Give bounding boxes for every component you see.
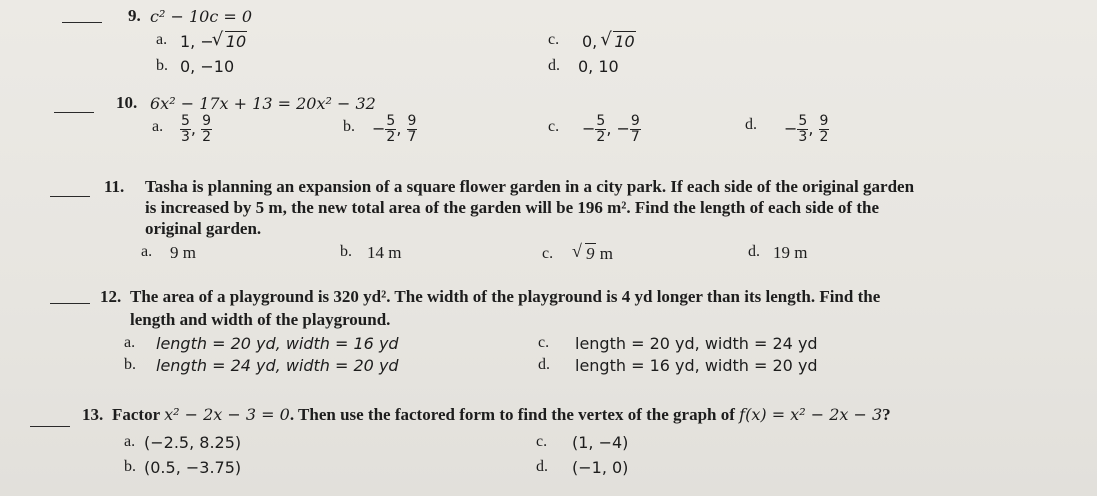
answer-blank-11[interactable]	[50, 196, 90, 197]
question-number-12: 12.	[100, 287, 122, 306]
q10-option-a-letter: a.	[152, 118, 164, 135]
sign: −	[582, 119, 596, 138]
question-12-line-2: length and width of the playground.	[130, 310, 391, 329]
denominator: 3	[181, 129, 190, 145]
q13-option-d: (−1, 0)	[572, 458, 629, 477]
fraction	[180, 114, 191, 145]
q13-option-d-letter: d.	[536, 458, 548, 475]
q13-option-c: (1, −4)	[572, 433, 629, 452]
answer-blank-12[interactable]	[50, 303, 90, 304]
answer-blank-9[interactable]	[62, 22, 102, 23]
numerator: 5	[181, 113, 190, 129]
q13-option-a: (−2.5, 8.25)	[144, 433, 242, 452]
q10-option-a: $\frac{5}{3}$ , $\frac{9}{2}$	[181, 113, 212, 145]
q10-option-b: − $\frac{5}{2}$ , $\frac{9}{7}$	[372, 113, 417, 145]
q9-option-a-letter: a.	[156, 31, 168, 48]
numerator: 9	[407, 113, 417, 129]
q12-option-a-letter: a.	[124, 334, 136, 351]
fraction	[595, 114, 606, 145]
q10-option-b-letter: b.	[343, 118, 355, 135]
q11-option-b: 14 m	[367, 243, 402, 262]
question-number-9: 9.	[128, 6, 141, 25]
q13-option-c-letter: c.	[536, 433, 548, 450]
question-13-expression: x² − 2x − 3 = 0	[164, 405, 290, 424]
answer-blank-13[interactable]	[30, 426, 70, 427]
q9-option-c-letter: c.	[548, 31, 560, 48]
q11-option-c-radicand: 9	[586, 244, 595, 263]
q12-option-a: length = 20 yd, width = 16 yd	[156, 334, 399, 353]
fraction	[630, 114, 641, 145]
q9-option-c-radicand: 10	[614, 32, 635, 51]
sqrt-symbol	[574, 244, 596, 264]
question-13-end: ?	[882, 405, 891, 424]
question-number-13: 13.	[82, 405, 104, 424]
q11-option-b-letter: b.	[340, 243, 352, 260]
question-13-function: f(x) = x² − 2x − 3	[739, 405, 883, 424]
q9-option-b-letter: b.	[156, 57, 168, 74]
denominator: 3	[798, 129, 808, 145]
question-11-line-2: is increased by 5 m, the new total area of the garden will be 196 m². Find the length of each side of the	[145, 198, 880, 217]
q10-option-c-letter: c.	[548, 118, 560, 135]
q11-option-d: 19 m	[773, 243, 808, 262]
denominator: 2	[386, 129, 396, 145]
question-number-10: 10.	[116, 93, 138, 112]
q10-option-c: − $\frac{5}{2}$ , − $\frac{9}{7}$	[582, 113, 640, 145]
fraction	[385, 114, 396, 145]
denominator: 7	[630, 129, 640, 145]
q9-option-a-radicand: 10	[225, 32, 247, 51]
q13-option-a-letter: a.	[124, 433, 136, 450]
question-13-line	[112, 405, 891, 425]
q11-option-c	[574, 244, 613, 264]
sign: −	[372, 119, 386, 138]
question-12-line-1: The area of a playground is 320 yd². The width of the playground is 4 yd longer than its length. Find the	[130, 287, 881, 306]
denominator: 7	[407, 129, 417, 145]
q12-option-d-letter: d.	[538, 356, 550, 373]
q12-option-c: length = 20 yd, width = 24 yd	[575, 334, 818, 353]
q9-option-b: 0, −10	[180, 57, 235, 76]
q12-option-b: length = 24 yd, width = 20 yd	[156, 356, 399, 375]
fraction	[797, 114, 808, 145]
numerator: 5	[596, 113, 606, 129]
answer-blank-10[interactable]	[54, 112, 94, 113]
denominator: 2	[202, 129, 212, 145]
q13-option-b: (0.5, −3.75)	[144, 458, 242, 477]
numerator: 9	[819, 113, 829, 129]
question-10-equation: 6x² − 17x + 13 = 20x² − 32	[150, 94, 376, 113]
q10-option-d: − $\frac{5}{3}$ , $\frac{9}{2}$	[784, 113, 829, 145]
question-11-line-1: Tasha is planning an expansion of a square flower garden in a city park. If each side of the original garden	[145, 177, 915, 196]
numerator: 9	[630, 113, 640, 129]
q12-option-b-letter: b.	[124, 356, 136, 373]
q12-option-c-letter: c.	[538, 334, 550, 351]
q11-option-c-letter: c.	[542, 245, 554, 262]
q9-option-d: 0, 10	[578, 57, 619, 76]
q12-option-d: length = 16 yd, width = 20 yd	[575, 356, 818, 375]
denominator: 2	[819, 129, 829, 145]
sqrt-symbol	[602, 32, 635, 51]
question-13-middle: . Then use the factored form to find the vertex of the graph of	[289, 405, 735, 424]
numerator: 5	[798, 113, 808, 129]
fraction	[201, 114, 212, 145]
sign: −	[784, 119, 798, 138]
q11-option-d-letter: d.	[748, 243, 760, 260]
sqrt-symbol	[214, 32, 247, 51]
numerator: 9	[202, 113, 212, 129]
q10-option-d-letter: d.	[745, 116, 757, 133]
question-13-prefix: Factor	[112, 405, 160, 424]
q9-option-c-prefix: 0,	[582, 32, 598, 51]
q11-option-a-letter: a.	[141, 243, 153, 260]
q9-option-a-prefix: 1, −	[180, 32, 214, 51]
sign: −	[616, 119, 630, 138]
question-9-equation: c² − 10c = 0	[150, 7, 253, 26]
q9-option-c	[582, 32, 636, 51]
denominator: 2	[596, 129, 606, 145]
q9-option-d-letter: d.	[548, 57, 560, 74]
q9-option-a	[180, 32, 247, 51]
q11-option-c-unit: m	[599, 244, 613, 263]
fraction	[819, 114, 830, 145]
question-11-line-3: original garden.	[145, 219, 262, 238]
fraction	[407, 114, 418, 145]
question-number-11: 11.	[104, 177, 125, 196]
q11-option-a: 9 m	[170, 243, 196, 262]
numerator: 5	[386, 113, 396, 129]
q13-option-b-letter: b.	[124, 458, 136, 475]
